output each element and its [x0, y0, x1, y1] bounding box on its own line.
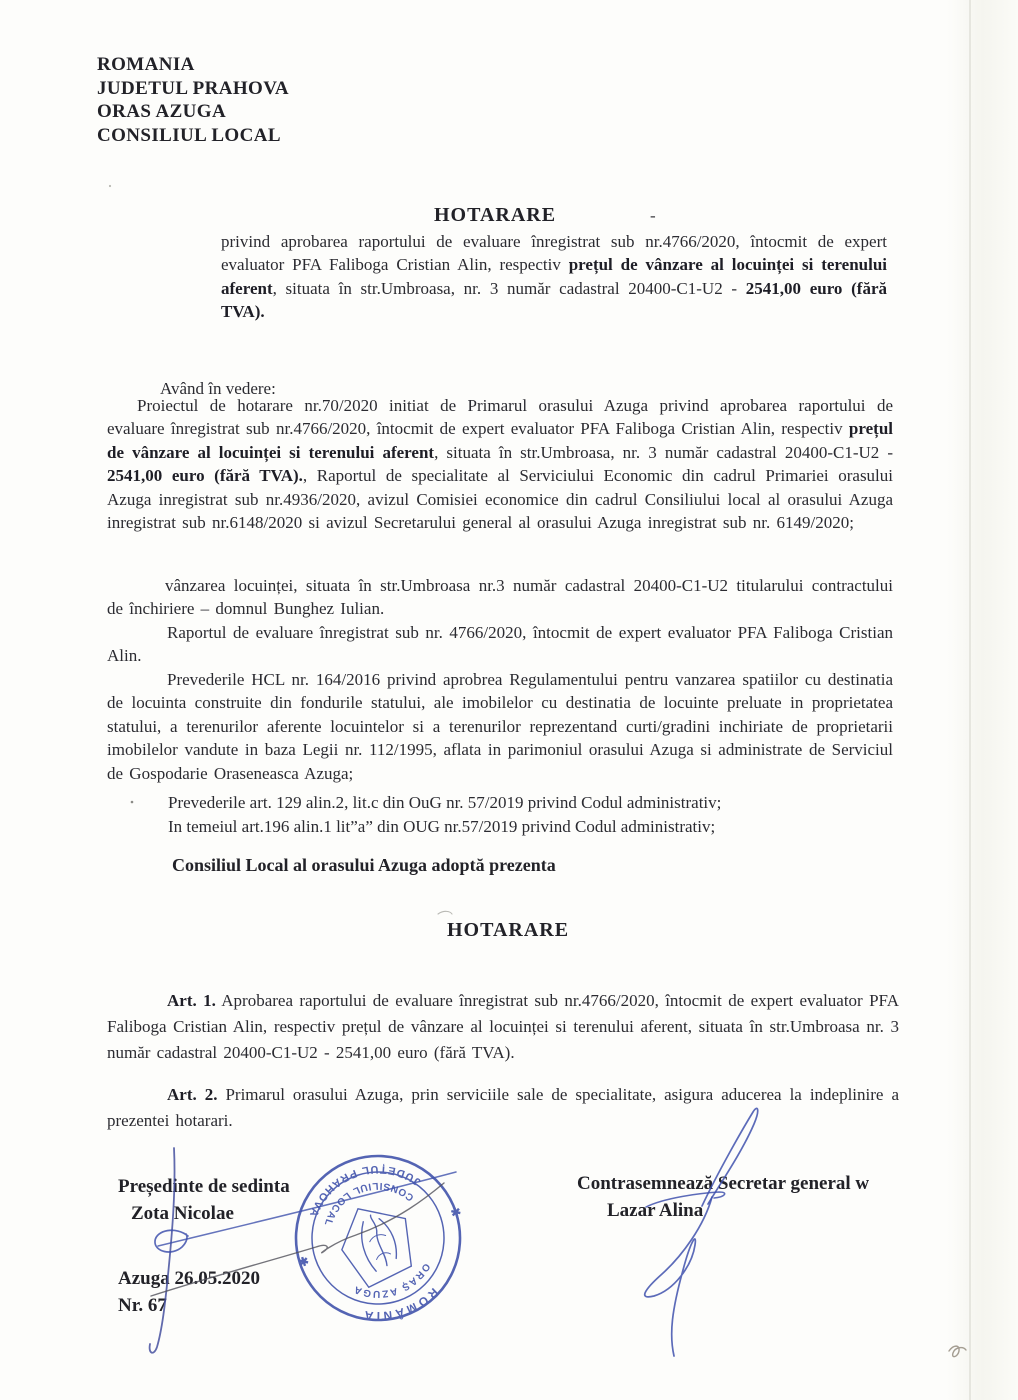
secretary-role: Contrasemnează Secretar general w — [577, 1173, 870, 1194]
paper-speck — [109, 185, 111, 187]
scan-edge-artifact — [969, 0, 971, 1400]
preamble-paragraph-2: vânzarea locuinței, situata în str.Umbroasa nr.3 număr cadastral 20400-C1-U2 titularului contractului de închiriere – domnul Bunghez Iulian. — [107, 576, 893, 619]
letterhead-line-council: CONSILIUL LOCAL — [97, 124, 281, 146]
article-1-text: Aprobarea raportului de evaluare înregistrat sub nr.4766/2020, întocmit de expert evaluator PFA Faliboga Cristian Alin, respectiv prețul de vânzare al locuinței si terenului aferent, situata în str.Umbroasa nr. 3 număr cadastral 20400-C1-U2 - 2541,00 euro (fără TVA). — [107, 991, 900, 1062]
p1-seg1: Proiectul de hotarare nr.70/2020 initiat de Primarul orasului Azuga privind aprobarea raportului de evaluare înregistrat sub nr.4766/2020, întocmit de expert evaluator PFA Faliboga Cristian Alin, respectiv — [107, 396, 893, 439]
letterhead-line-county: JUDETUL PRAHOVA — [97, 77, 289, 99]
p1-seg2-bold: prețul de vânzare al locuinței si terenului aferent — [107, 419, 893, 462]
article-1 — [107, 988, 899, 1066]
article-2 — [107, 1082, 899, 1134]
decision-place-date: Azuga 26.05.2020 — [118, 1268, 260, 1289]
stamp-town-text: ORAȘ AZUGA — [351, 1261, 432, 1300]
p1-seg5: , Raportul de specialitate al Serviciului Economic din cadrul Primariei orasului Azuga inregistrat sub nr.4936/2020, avizul Comisiei economice din cadrul Consiliului local al orasului Azuga inregistrat sub nr.6148/2020 si avizul Secretarului general al orasului Azuga inregistrat sub nr. 6149/2020; — [107, 466, 894, 533]
official-stamp — [283, 1143, 473, 1333]
preamble-paragraph-5: Prevederile art. 129 alin.2, lit.c din OuG nr. 57/2019 privind Codul administrativ; — [168, 793, 722, 812]
letterhead-line-country: ROMANIA — [97, 54, 195, 75]
stamp-council-text: CONSILIUL LOCAL — [321, 1179, 417, 1229]
preamble-paragraph-1 — [107, 394, 893, 534]
title-subject-paragraph — [221, 230, 887, 323]
stamp-county-text: JUDEȚUL PRAHOVA — [306, 1162, 424, 1221]
president-signature-loop — [155, 1230, 188, 1252]
stamp-coat-of-arms-icon — [331, 1196, 422, 1292]
intro-seg2-bold: prețul de vânzare al locuinței si terenului aferent — [221, 255, 887, 298]
intro-seg3: , situata în str.Umbroasa, nr. 3 număr cadastral 20400-C1-U2 - — [272, 278, 746, 298]
preamble-paragraph-3: Raportul de evaluare înregistrat sub nr. 4766/2020, întocmit de expert evaluator PFA Faliboga Cristian Alin. — [107, 623, 893, 666]
intro-seg4-bold: 2541,00 euro (fără TVA). — [221, 278, 887, 321]
stamp-country-text: ROMÂNIA — [360, 1285, 442, 1324]
corner-smudge-mark — [949, 1346, 966, 1357]
document-title: HOTARARE — [434, 204, 557, 226]
p1-seg3: , situata în str.Umbroasa, nr. 3 număr cadastral 20400-C1-U2 - — [434, 442, 893, 462]
preamble-paragraph-4: Prevederile HCL nr. 164/2016 privind aprobrea Regulamentului pentru vanzarea spatiilor cu destinatia de locuinta construite din fondurile statului, ale imobilelor cu destinatia de locuinte preluate in proprietatea statului, a terenurilor aferente locuintelor si a terenurilor reprezentand curti/gradini inchiriate de proprietarii imobilelor vandute in baza Legii nr. 112/1995, aflata in parimoniul orasului Azuga si administrate de Serviciul de Gospodarie Oraseneasca Azuga; — [107, 670, 893, 783]
stamp-star-right-icon: ✱ — [296, 1252, 311, 1270]
secretary-name: Lazar Alina — [607, 1200, 704, 1221]
decision-number: Nr. 67 — [118, 1295, 167, 1316]
article-2-label: Art. 2. — [167, 1085, 218, 1104]
adoption-line: Consiliul Local al orasului Azuga adoptă prezenta — [172, 855, 556, 875]
stamp-star-left-icon: ✱ — [448, 1203, 463, 1220]
article-1-label: Art. 1. — [167, 991, 216, 1010]
p1-seg4-bold: 2541,00 euro (fără TVA). — [107, 466, 303, 486]
letterhead — [97, 53, 289, 147]
decision-heading: HOTARARE — [447, 919, 570, 941]
stray-dash-mark: - — [650, 206, 656, 225]
president-role: Președinte de sedinta — [118, 1176, 290, 1197]
preamble-paragraph-6: In temeiul art.196 alin.1 lit”a” din OUG nr.57/2019 privind Codul administrativ; — [168, 817, 716, 836]
intro-seg1: privind aprobarea raportului de evaluare înregistrat sub nr.4766/2020, întocmit de expert evaluator PFA Faliboga Cristian Alin, respectiv — [221, 232, 887, 275]
president-name: Zota Nicolae — [131, 1203, 234, 1224]
pencil-curl-mark — [438, 911, 452, 914]
letterhead-line-town: ORAS AZUGA — [97, 101, 227, 122]
article-2-text: Primarul orasului Azuga, prin serviciile sale de specialitate, asigura aducerea la indeplinire a prezentei hotarari. — [107, 1085, 899, 1130]
having-regard-line: Având în vedere: — [160, 379, 276, 398]
margin-dot-mark — [131, 801, 134, 804]
